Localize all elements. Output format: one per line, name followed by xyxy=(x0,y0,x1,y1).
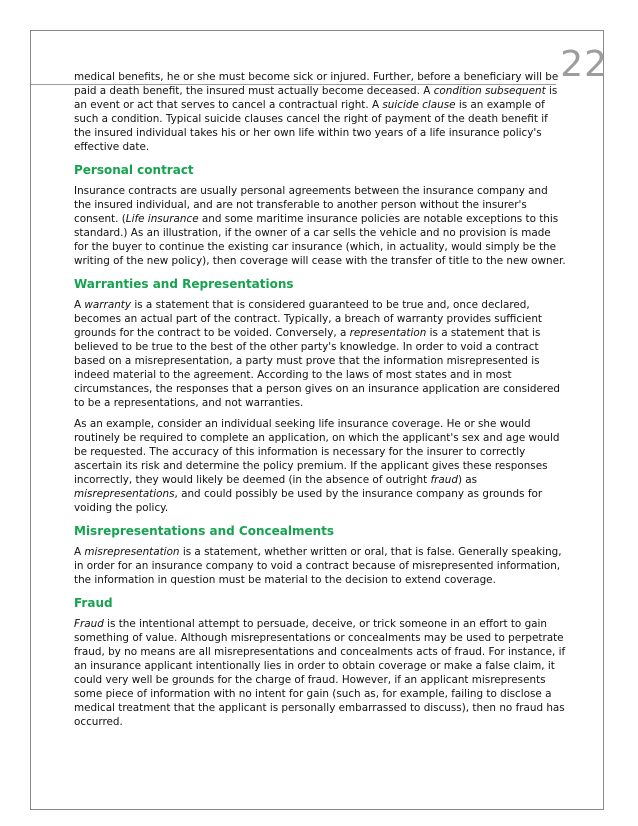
page-number: 22 xyxy=(560,44,608,85)
term-warranty: warranty xyxy=(84,299,132,311)
heading-personal-contract: Personal contract xyxy=(74,163,194,177)
text-run: is the intentional attempt to persuade, deceive, or trick someone in an effort to gain something of value. Although misrepresentations or concealments may be used to perpetrate fraud, by no means are all misrepresentations and concealments acts of fraud. For instance, if an insurance applicant intentionally lies in order to obtain coverage or make a false claim, it could very well be grounds for the charge of fraud. However, if an applicant misrepresents some piece of information with no intent for gain (such as, for example, failing to disclose a medical treatment that the applicant is personally embarrassed to discuss), then no fraud has occurred. xyxy=(74,618,566,728)
document-body xyxy=(74,70,566,736)
term-misrepresentation: misrepresentation xyxy=(84,546,180,558)
text-run: is an example of such a condition. Typical suicide clauses cancel the right of payment of the death benefit if the insured individual takes his or her own life within two years of a life insurance policy's effective date. xyxy=(74,99,548,153)
text-run: is a statement that is believed to be true to the best of the other party's knowledge. In order to void a contract based on a misrepresentation, a party must prove that the information misrepresented is indeed material to the agreement. According to the laws of most states and in most circumstances, the responses that a person gives on an insurance application are considered to be a representations, and not warranties. xyxy=(74,327,560,409)
text-run: , and could possibly be used by the insurance company as grounds for voiding the policy. xyxy=(74,488,543,514)
text-run: A xyxy=(74,299,85,311)
heading-warranties: Warranties and Representations xyxy=(74,277,294,291)
warranties-paragraph-1 xyxy=(74,298,566,410)
text-run: is an event or act that serves to cancel a contractual right. A xyxy=(74,85,558,111)
term-suicide-clause: suicide clause xyxy=(382,99,456,111)
heading-misrepresentations: Misrepresentations and Concealments xyxy=(74,524,335,538)
warranties-paragraph-2 xyxy=(74,417,566,515)
term-fraud: fraud xyxy=(430,474,458,486)
term-condition-subsequent: condition subsequent xyxy=(433,85,546,97)
text-run: medical benefits, he or she must become sick or injured. Further, before a beneficiary will be paid a death benefit, the insured must actually become deceased. A xyxy=(74,71,559,97)
text-run: A xyxy=(74,546,85,558)
misrep-paragraph xyxy=(74,545,566,587)
term-representation: representation xyxy=(349,327,427,339)
intro-paragraph xyxy=(74,70,566,154)
personal-paragraph xyxy=(74,184,566,268)
text-run: ) as xyxy=(457,474,478,486)
text-run: is a statement, whether written or oral, that is false. Generally speaking, in order for an insurance company to void a contract because of misrepresented information, the information in question must be material to the decision to extend coverage. xyxy=(74,546,562,586)
term-misrepresentations: misrepresentations xyxy=(74,488,175,500)
term-fraud: Fraud xyxy=(74,618,104,630)
text-run: As an example, consider an individual seeking life insurance coverage. He or she would routinely be required to complete an application, on which the applicant's sex and age would be requested. The accuracy of this information is necessary for the insurer to correctly ascertain its risk and determine the policy premium. If the applicant gives these responses incorrectly, they would likely be deemed (in the absence of outright xyxy=(74,418,560,486)
text-run: is a statement that is considered guaranteed to be true and, once declared, becomes an actual part of the contract. Typically, a breach of warranty provides sufficient grounds for the contract to be voided. Conversely, a xyxy=(74,299,542,339)
term-life-insurance: Life insurance xyxy=(125,213,199,225)
fraud-paragraph xyxy=(74,617,566,729)
text-run: and some maritime insurance policies are notable exceptions to this standard.) As an illustration, if the owner of a car sells the vehicle and no provision is made for the buyer to continue the existing car insurance (which, in actuality, would simply be the writing of the new policy), then coverage will cease with the transfer of title to the new owner. xyxy=(74,213,566,267)
text-run: Insurance contracts are usually personal agreements between the insurance company and the insured individual, and are not transferable to another person without the insurer's consent. ( xyxy=(74,185,548,225)
heading-fraud: Fraud xyxy=(74,596,113,610)
